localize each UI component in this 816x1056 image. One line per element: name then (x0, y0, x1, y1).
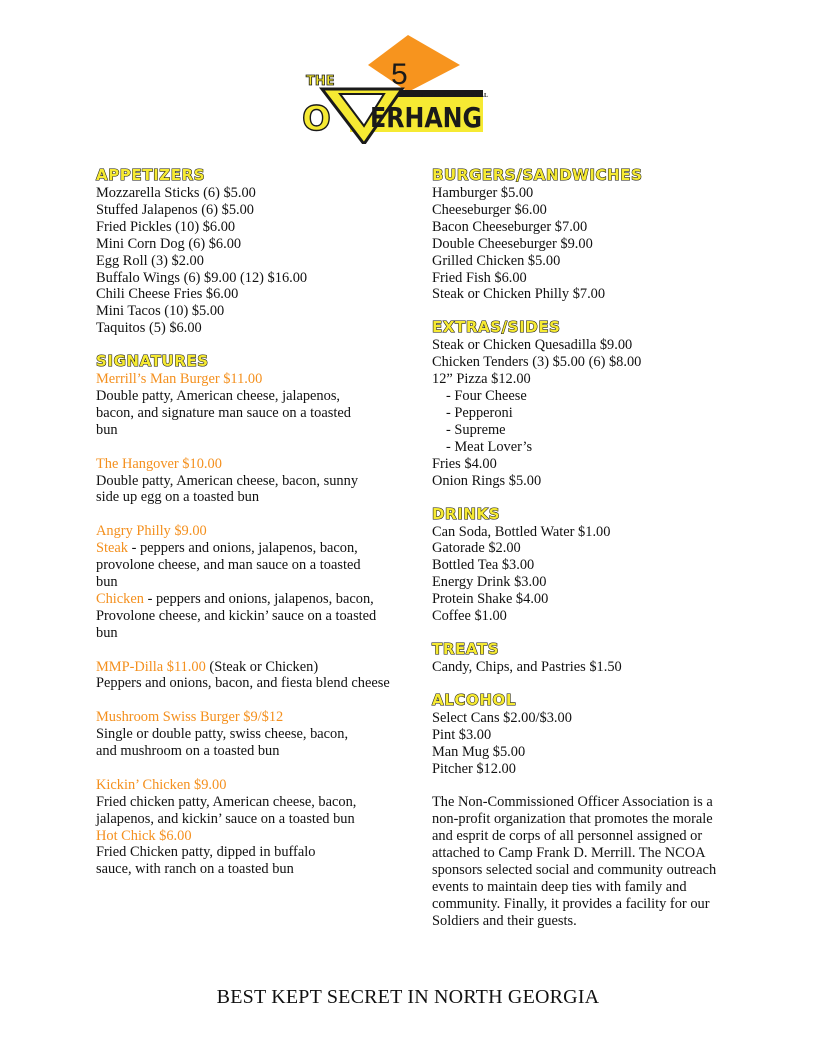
logo-the: THE (306, 74, 335, 89)
signature-desc: Provolone cheese, and kickin’ sauce on a toasted (96, 607, 377, 624)
logo-rest: ERHANG (370, 101, 482, 134)
appetizers-list (96, 185, 406, 337)
menu-item: Coffee $1.00 (432, 608, 507, 625)
burgers-list (432, 185, 732, 303)
pizza-option: - Four Cheese (446, 388, 527, 405)
signature-desc: Fried Chicken patty, dipped in buffalo (96, 844, 316, 861)
menu-item: Chicken Tenders (3) $5.00 (6) $8.00 (432, 354, 642, 371)
menu-item: 12” Pizza $12.00 (432, 371, 531, 388)
signature-desc: side up egg on a toasted bun (96, 489, 260, 506)
menu-item: Cheeseburger $6.00 (432, 201, 547, 218)
menu-item: Buffalo Wings (6) $9.00 (12) $16.00 (96, 269, 308, 286)
ncoa-about-paragraph: The Non-Commissioned Officer Association is a non-profit organization that promotes the morale and esprit de corps of all personnel assigned or attached to Camp Frank D. Merrill. The NCOA sponsors selected social and community outreach events to maintain deep ties with family and community. Finally, it provides a facility for our Soldiers and their guests. (432, 794, 717, 929)
signature-angry-philly (96, 523, 406, 641)
menu-item: Grilled Chicken $5.00 (432, 252, 561, 269)
treats-list (432, 659, 732, 676)
pizza-option: - Meat Lover’s (446, 438, 533, 455)
logo-camp: CAMP FRANK D. MERRILL (410, 93, 488, 99)
menu-item: Protein Shake $4.00 (432, 591, 549, 608)
extras-list (432, 337, 732, 489)
menu-item: Fries $4.00 (432, 455, 497, 472)
menu-item: Egg Roll (3) $2.00 (96, 252, 204, 269)
menu-item: Hamburger $5.00 (432, 185, 534, 201)
menu-item: Select Cans $2.00/$3.00 (432, 709, 572, 726)
alcohol-heading: ALCOHOL (432, 690, 516, 709)
menu-item: Bottled Tea $3.00 (432, 557, 535, 574)
signature-desc: Double patty, American cheese, jalapenos, (96, 388, 341, 405)
signature-hot-chick (96, 828, 406, 879)
philly-steak-line (96, 540, 406, 557)
signature-desc: bacon, and signature man sauce on a toasted (96, 404, 351, 421)
signature-desc: and mushroom on a toasted bun (96, 743, 280, 760)
signature-desc: Peppers and onions, bacon, and fiesta blend cheese (96, 675, 390, 692)
signature-desc: bun (96, 624, 118, 641)
logo-number: 5 (391, 58, 408, 91)
overhang-logo (300, 32, 490, 144)
signature-name: MMP-Dilla $11.00 (96, 658, 206, 675)
pizza-option: - Supreme (446, 421, 506, 438)
menu-item: Gatorade $2.00 (432, 540, 521, 557)
menu-item: Stuffed Jalapenos (6) $5.00 (96, 201, 255, 218)
menu-item: Steak or Chicken Philly $7.00 (432, 286, 606, 303)
chicken-desc: - peppers and onions, jalapenos, bacon, (143, 590, 374, 607)
menu-item: Taquitos (5) $6.00 (96, 320, 202, 337)
signature-name: Mushroom Swiss Burger $9/$12 (96, 709, 284, 726)
menu-item: Double Cheeseburger $9.00 (432, 235, 593, 252)
signature-desc: Single or double patty, swiss cheese, bacon, (96, 726, 349, 743)
signature-desc: provolone cheese, and man sauce on a toasted (96, 557, 361, 574)
menu-item: Steak or Chicken Quesadilla $9.00 (432, 337, 633, 354)
signature-desc: Double patty, American cheese, bacon, sunny (96, 472, 359, 489)
footer-tagline: BEST KEPT SECRET IN NORTH GEORGIA (216, 986, 600, 1008)
menu-item: Mini Corn Dog (6) $6.00 (96, 235, 242, 252)
signature-name: Kickin’ Chicken $9.00 (96, 776, 227, 793)
menu-item: Energy Drink $3.00 (432, 574, 547, 591)
menu-item: Fried Pickles (10) $6.00 (96, 218, 236, 235)
signature-merrill (96, 371, 406, 439)
pizza-option: - Pepperoni (446, 404, 513, 421)
menu-item: Can Soda, Bottled Water $1.00 (432, 523, 611, 540)
alcohol-list (432, 710, 732, 778)
signature-mmp-dilla (96, 659, 406, 693)
logo-orange-diamond (368, 35, 460, 92)
signature-kickin-chicken (96, 777, 406, 828)
menu-item: Candy, Chips, and Pastries $1.50 (432, 658, 622, 675)
burgers-heading: BURGERS/SANDWICHES (432, 166, 643, 184)
treats-heading: TREATS (432, 639, 500, 658)
menu-item: Man Mug $5.00 (432, 743, 526, 760)
signature-name: Angry Philly $9.00 (96, 523, 207, 540)
left-column (96, 166, 406, 878)
appetizers-heading: APPETIZERS (96, 166, 206, 184)
drinks-heading: DRINKS (432, 504, 501, 523)
philly-chicken-line (96, 591, 406, 608)
logo-big-o: O (302, 99, 331, 139)
dilla-note: (Steak or Chicken) (205, 658, 319, 675)
chicken-label: Chicken (96, 590, 144, 607)
signature-name: The Hangover $10.00 (96, 455, 222, 472)
menu-item: Pint $3.00 (432, 726, 492, 743)
signature-desc: jalapenos, and kickin’ sauce on a toasted bun (96, 810, 355, 827)
menu-item: Bacon Cheeseburger $7.00 (432, 218, 588, 235)
menu-item: Onion Rings $5.00 (432, 472, 542, 489)
menu-item: Pitcher $12.00 (432, 760, 516, 777)
steak-label: Steak (96, 540, 128, 557)
right-column (432, 166, 732, 930)
menu-item: Chili Cheese Fries $6.00 (96, 286, 239, 303)
signature-name: Hot Chick $6.00 (96, 827, 192, 844)
menu-item: Fried Fish $6.00 (432, 269, 527, 286)
signature-desc: bun (96, 574, 118, 590)
signature-desc: Fried chicken patty, American cheese, bacon, (96, 793, 357, 810)
menu-item: Mozzarella Sticks (6) $5.00 (96, 185, 256, 201)
extras-heading: EXTRAS/SIDES (432, 318, 561, 337)
signature-mushroom-swiss (96, 709, 406, 760)
signature-desc: sauce, with ranch on a toasted bun (96, 861, 294, 878)
drinks-list (432, 524, 732, 625)
dilla-title-line (96, 659, 406, 676)
signature-hangover (96, 456, 406, 507)
signatures-heading: SIGNATURES (96, 352, 209, 371)
menu-item: Mini Tacos (10) $5.00 (96, 303, 225, 320)
signature-desc: bun (96, 421, 118, 438)
steak-desc: - peppers and onions, jalapenos, bacon, (127, 540, 358, 557)
signature-name: Merrill’s Man Burger $11.00 (96, 371, 263, 388)
